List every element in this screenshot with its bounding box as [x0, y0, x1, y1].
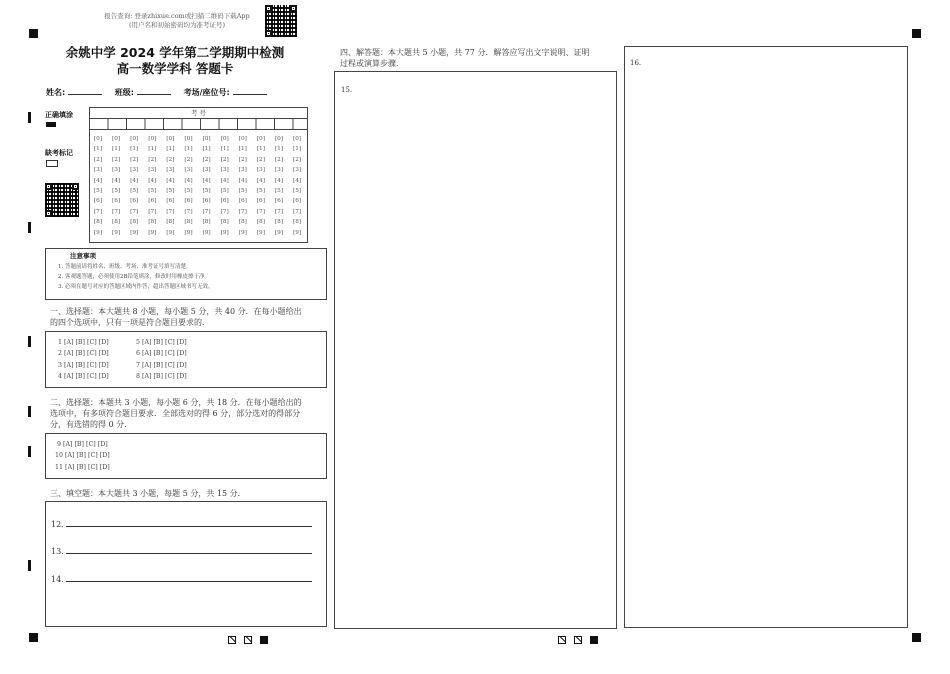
- exam-id-digit-bubble[interactable]: [5]: [93, 188, 103, 195]
- corner-mark-bottom-right: [912, 633, 921, 642]
- timing-mark: [28, 112, 31, 123]
- exam-id-digit-bubble[interactable]: [4]: [292, 177, 302, 184]
- exam-id-digit-bubble[interactable]: [2]: [184, 156, 193, 163]
- exam-id-digit-bubble[interactable]: [9]: [202, 229, 211, 236]
- exam-id-digit-column[interactable]: [91, 134, 105, 238]
- exam-id-digit-bubble[interactable]: [8]: [148, 219, 157, 226]
- exam-id-digit-bubble[interactable]: [6]: [93, 198, 103, 205]
- exam-id-digit-bubble[interactable]: [4]: [256, 177, 265, 184]
- exam-id-digit-bubble[interactable]: [5]: [184, 188, 193, 195]
- name-label: 姓名:: [46, 88, 66, 97]
- seat-field[interactable]: [233, 94, 267, 95]
- section2-line1: 二、选择题：本题共 3 小题，每小题 6 分，共 18 分．在每小题给出的: [50, 398, 302, 407]
- exam-id-digit-bubble[interactable]: [0]: [292, 136, 302, 142]
- exam-id-digit-bubble[interactable]: [0]: [238, 136, 247, 142]
- exam-id-digit-bubble[interactable]: [0]: [148, 136, 157, 142]
- exam-id-digit-bubble[interactable]: [0]: [166, 136, 175, 142]
- exam-id-digit-bubble[interactable]: [9]: [93, 229, 103, 236]
- exam-id-digit-bubble[interactable]: [2]: [256, 156, 265, 163]
- exam-id-digit-bubble[interactable]: [0]: [93, 136, 103, 142]
- class-field[interactable]: [137, 94, 171, 95]
- student-info-row: [46, 87, 326, 98]
- exam-id-digit-bubble[interactable]: [6]: [184, 198, 193, 205]
- q12-line[interactable]: [66, 526, 312, 527]
- exam-id-digit-column[interactable]: [272, 134, 286, 238]
- exam-id-digit-bubble[interactable]: [0]: [274, 136, 284, 142]
- report-query-line2: (用户名和初始密码均为准考证号): [128, 21, 226, 29]
- section1-answer-box: [45, 331, 327, 388]
- section2-line3: 分，有选错的得 0 分．: [50, 420, 133, 429]
- name-field[interactable]: [68, 94, 102, 95]
- exam-id-digit-bubble[interactable]: [6]: [111, 198, 121, 205]
- correct-fill-sample: [46, 122, 56, 127]
- exam-id-digit-bubble[interactable]: [0]: [202, 136, 211, 142]
- section2-instructions: [50, 397, 330, 430]
- exam-id-digit-bubble[interactable]: [5]: [202, 188, 211, 195]
- page-mark-slash: [574, 636, 582, 644]
- exam-id-digit-bubble[interactable]: [2]: [220, 156, 229, 163]
- section4-instructions: [340, 47, 615, 69]
- notice-box: [45, 248, 327, 300]
- exam-id-digit-bubble[interactable]: [6]: [130, 198, 139, 205]
- exam-id-digit-column[interactable]: [200, 134, 214, 238]
- section4-line2: 过程或演算步骤．: [340, 59, 404, 68]
- answer-area-q15[interactable]: [334, 71, 617, 629]
- exam-id-digit-bubble[interactable]: [4]: [274, 177, 284, 184]
- exam-id-digit-bubble[interactable]: [3]: [93, 167, 103, 174]
- exam-id-digit-bubble[interactable]: [8]: [274, 219, 284, 226]
- exam-id-digit-column[interactable]: [182, 134, 196, 238]
- exam-id-header: 考 号: [90, 108, 307, 119]
- choice-row-q6[interactable]: 6 [A] [B] [C] [D]: [136, 350, 187, 358]
- exam-title-line2: 高一数学学科 答题卡: [116, 61, 234, 76]
- timing-mark: [28, 222, 31, 233]
- exam-id-digit-bubble[interactable]: [1]: [130, 146, 139, 153]
- section3-instructions: 三、填空题：本大题共 3 小题，每题 5 分，共 15 分．: [50, 489, 246, 498]
- exam-id-digit-bubble[interactable]: [4]: [111, 177, 121, 184]
- exam-id-digit-bubble[interactable]: [9]: [130, 229, 139, 236]
- exam-id-digit-bubble[interactable]: [4]: [130, 177, 139, 184]
- class-label: 班级:: [114, 88, 134, 97]
- exam-id-digit-bubble[interactable]: [0]: [256, 136, 265, 142]
- exam-id-digit-bubble[interactable]: [8]: [238, 219, 247, 226]
- notice-item: 1. 答题前请将姓名、班级、考场、准考证号填写清楚。: [58, 264, 192, 270]
- exam-id-digit-bubble[interactable]: [1]: [202, 146, 211, 153]
- exam-id-digit-bubble[interactable]: [2]: [130, 156, 139, 163]
- seat-label: 考场/座位号:: [183, 88, 230, 97]
- exam-id-digit-bubble[interactable]: [7]: [292, 208, 302, 215]
- choice-row-q10[interactable]: 10 [A] [B] [C] [D]: [55, 452, 110, 460]
- exam-id-digit-bubble[interactable]: [7]: [202, 208, 211, 215]
- exam-id-digit-bubble[interactable]: [9]: [111, 229, 121, 236]
- absent-mark-box[interactable]: [46, 160, 58, 167]
- exam-id-digit-bubble[interactable]: [0]: [111, 136, 121, 142]
- exam-id-digit-bubble[interactable]: [4]: [202, 177, 211, 184]
- exam-id-digit-bubble[interactable]: [5]: [166, 188, 175, 195]
- exam-id-digit-bubble[interactable]: [3]: [292, 167, 302, 174]
- exam-id-digit-bubble[interactable]: [6]: [166, 198, 175, 205]
- choice-row-q11[interactable]: 11 [A] [B] [C] [D]: [55, 463, 110, 471]
- page-mark-slash: [244, 636, 252, 644]
- exam-id-digit-column[interactable]: [127, 134, 141, 238]
- exam-id-digit-bubble[interactable]: [8]: [111, 219, 121, 226]
- exam-id-digit-bubble[interactable]: [4]: [238, 177, 247, 184]
- exam-id-entry-row[interactable]: [90, 119, 307, 130]
- section1-left-column: [58, 337, 109, 382]
- exam-id-digit-bubble[interactable]: [5]: [148, 188, 157, 195]
- timing-mark: [28, 560, 31, 571]
- exam-id-digit-bubble[interactable]: [2]: [148, 156, 157, 163]
- timing-mark: [28, 406, 31, 417]
- exam-id-digit-column[interactable]: [109, 134, 123, 238]
- exam-id-digit-bubble[interactable]: [9]: [256, 229, 265, 236]
- section3-answer-box: [45, 501, 327, 627]
- q15-number: 15.: [341, 86, 353, 94]
- exam-id-digit-bubble[interactable]: [8]: [202, 219, 211, 226]
- q14-line[interactable]: [66, 581, 312, 582]
- qr-code-app-download: [265, 5, 297, 37]
- exam-id-digit-bubble[interactable]: [8]: [256, 219, 265, 226]
- exam-id-digit-bubble[interactable]: [9]: [274, 229, 284, 236]
- exam-id-digit-bubble[interactable]: [3]: [111, 167, 121, 174]
- exam-id-digit-bubble[interactable]: [8]: [93, 219, 103, 226]
- section1-instructions: [50, 306, 330, 328]
- exam-id-digit-bubble[interactable]: [8]: [292, 219, 302, 226]
- exam-id-digit-bubble[interactable]: [3]: [166, 167, 175, 174]
- choice-row-q3[interactable]: 3 [A] [B] [C] [D]: [58, 361, 109, 369]
- exam-id-digit-column[interactable]: [145, 134, 159, 238]
- corner-mark-top-right: [912, 29, 921, 38]
- section2-line2: 选项中，有多项符合题目要求．全部选对的得 6 分，部分选对的得部分: [50, 409, 301, 418]
- exam-id-digit-bubble[interactable]: [1]: [274, 146, 284, 153]
- exam-id-digit-bubble[interactable]: [4]: [93, 177, 103, 184]
- exam-id-digit-bubble[interactable]: [7]: [184, 208, 193, 215]
- exam-id-digit-bubble[interactable]: [2]: [111, 156, 121, 163]
- exam-id-digit-bubble[interactable]: [7]: [220, 208, 229, 215]
- exam-id-digit-bubble[interactable]: [2]: [202, 156, 211, 163]
- exam-id-digit-bubble[interactable]: [4]: [148, 177, 157, 184]
- exam-id-digit-bubble[interactable]: [6]: [274, 198, 284, 205]
- exam-id-digit-bubble[interactable]: [5]: [220, 188, 229, 195]
- notice-title: 注意事项: [70, 252, 96, 260]
- exam-id-digit-bubble[interactable]: [6]: [238, 198, 247, 205]
- section1-line2: 的四个选项中，只有一项是符合题目要求的．: [50, 318, 210, 327]
- choice-row-q9[interactable]: 9 [A] [B] [C] [D]: [55, 441, 108, 448]
- exam-id-digit-bubble[interactable]: [3]: [256, 167, 265, 174]
- exam-id-digit-bubble[interactable]: [4]: [166, 177, 175, 184]
- fill-blank-q13[interactable]: [51, 546, 312, 557]
- exam-id-digit-column[interactable]: [163, 134, 177, 238]
- exam-id-digit-bubble[interactable]: [0]: [220, 136, 229, 142]
- fill-blank-q12[interactable]: [51, 519, 312, 530]
- exam-id-digit-bubble[interactable]: [6]: [148, 198, 157, 205]
- fill-blank-q14[interactable]: [51, 574, 312, 585]
- exam-id-digit-bubble[interactable]: [5]: [130, 188, 139, 195]
- exam-id-digit-bubble[interactable]: [3]: [220, 167, 229, 174]
- notice-item: 3. 必须在题号对应的答题区域内作答，超出答题区域书写无效。: [58, 284, 214, 290]
- section2-column: [55, 439, 110, 473]
- exam-id-digit-bubble[interactable]: [3]: [184, 167, 193, 174]
- exam-id-digit-bubble[interactable]: [1]: [111, 146, 121, 153]
- exam-id-digit-bubble[interactable]: [4]: [220, 177, 229, 184]
- exam-id-digit-bubble[interactable]: [6]: [292, 198, 302, 205]
- corner-mark-top-left: [29, 29, 38, 38]
- report-query-notice: [94, 12, 260, 30]
- choice-row-q4[interactable]: 4 [A] [B] [C] [D]: [58, 372, 109, 380]
- exam-id-digit-bubble[interactable]: [6]: [220, 198, 229, 205]
- exam-id-digit-bubble[interactable]: [7]: [256, 208, 265, 215]
- timing-mark: [28, 336, 31, 347]
- exam-id-digit-bubble[interactable]: [9]: [184, 229, 193, 236]
- exam-id-digit-bubble[interactable]: [8]: [166, 219, 175, 226]
- exam-id-digit-bubble[interactable]: [5]: [292, 188, 302, 195]
- exam-id-digit-bubble[interactable]: [1]: [93, 146, 103, 153]
- exam-id-digit-bubble[interactable]: [7]: [166, 208, 175, 215]
- exam-id-digit-bubble[interactable]: [2]: [93, 156, 103, 163]
- exam-id-digit-bubble[interactable]: [2]: [292, 156, 302, 163]
- exam-id-digit-bubble[interactable]: [5]: [274, 188, 284, 195]
- exam-id-digit-bubble[interactable]: [8]: [184, 219, 193, 226]
- exam-id-digit-bubble[interactable]: [7]: [130, 208, 139, 215]
- exam-id-digit-bubble[interactable]: [5]: [256, 188, 265, 195]
- q13-line[interactable]: [66, 553, 312, 554]
- section2-answer-box: [45, 433, 327, 479]
- exam-id-digit-bubble[interactable]: [1]: [256, 146, 265, 153]
- page-mark-solid: [260, 636, 268, 644]
- exam-id-digit-bubble[interactable]: [1]: [166, 146, 175, 153]
- exam-id-digit-bubble[interactable]: [8]: [130, 219, 139, 226]
- choice-row-q7[interactable]: 7 [A] [B] [C] [D]: [136, 361, 187, 369]
- exam-id-digit-bubble[interactable]: [9]: [148, 229, 157, 236]
- exam-id-digit-bubble[interactable]: [7]: [111, 208, 121, 215]
- section1-right-column: [136, 337, 187, 382]
- q13-number: 13.: [51, 547, 64, 556]
- choice-row-q5[interactable]: 5 [A] [B] [C] [D]: [136, 339, 187, 346]
- section1-line1: 一、选择题：本大题共 8 小题，每小题 5 分，共 40 分．在每小题给出: [50, 307, 302, 316]
- page-mark-solid: [590, 636, 598, 644]
- exam-title: [40, 45, 310, 77]
- exam-id-digit-column[interactable]: [218, 134, 232, 238]
- q14-number: 14.: [51, 575, 64, 584]
- correct-fill-label: 正确填涂: [45, 111, 73, 119]
- exam-id-digit-bubble[interactable]: [1]: [220, 146, 229, 153]
- choice-row-q8[interactable]: 8 [A] [B] [C] [D]: [136, 372, 187, 380]
- exam-id-digit-bubble[interactable]: [9]: [292, 229, 302, 236]
- timing-mark: [28, 446, 31, 457]
- exam-id-digit-bubble[interactable]: [3]: [238, 167, 247, 174]
- exam-id-digit-bubble[interactable]: [9]: [220, 229, 229, 236]
- exam-id-digit-bubble[interactable]: [1]: [148, 146, 157, 153]
- answer-area-q16[interactable]: [624, 46, 908, 628]
- exam-id-digit-bubble[interactable]: [3]: [202, 167, 211, 174]
- page-mark-slash: [558, 636, 566, 644]
- exam-id-digit-bubble[interactable]: [6]: [256, 198, 265, 205]
- exam-id-digit-bubble[interactable]: [0]: [130, 136, 139, 142]
- exam-id-digit-column[interactable]: [254, 134, 268, 238]
- choice-row-q2[interactable]: 2 [A] [B] [C] [D]: [58, 350, 109, 358]
- report-query-line1: 报告查询: 登录zhixue.com或扫描二维码下载App: [104, 12, 250, 20]
- exam-id-digit-bubble[interactable]: [7]: [93, 208, 103, 215]
- exam-id-digit-bubble[interactable]: [7]: [238, 208, 247, 215]
- exam-id-digit-bubble[interactable]: [2]: [238, 156, 247, 163]
- exam-id-digit-column[interactable]: [290, 134, 304, 238]
- exam-id-digit-bubble[interactable]: [7]: [274, 208, 284, 215]
- exam-id-digit-bubble[interactable]: [3]: [148, 167, 157, 174]
- exam-id-digit-bubble[interactable]: [9]: [166, 229, 175, 236]
- page-mark-slash: [228, 636, 236, 644]
- section4-line1: 四、解答题：本大题共 5 小题，共 77 分．解答应写出文字说明、证明: [340, 48, 590, 57]
- exam-id-digit-bubble[interactable]: [1]: [238, 146, 247, 153]
- q12-number: 12.: [51, 520, 64, 529]
- qr-code-student: [45, 183, 79, 217]
- corner-mark-bottom-left: [29, 633, 38, 642]
- exam-id-digit-bubble[interactable]: [1]: [292, 146, 302, 153]
- exam-id-digit-bubble[interactable]: [1]: [184, 146, 193, 153]
- exam-id-digit-bubble[interactable]: [9]: [238, 229, 247, 236]
- exam-id-digit-bubble[interactable]: [5]: [238, 188, 247, 195]
- exam-id-digit-bubble[interactable]: [2]: [274, 156, 284, 163]
- exam-id-digit-bubble[interactable]: [6]: [202, 198, 211, 205]
- exam-id-digit-bubble[interactable]: [3]: [130, 167, 139, 174]
- exam-id-digit-bubble[interactable]: [5]: [111, 188, 121, 195]
- q16-number: 16.: [630, 59, 642, 67]
- absent-mark-label: 缺考标记: [45, 149, 73, 157]
- notice-item: 2. 客观题答题，必须使用2B铅笔填涂，修改时用橡皮擦干净。: [58, 274, 211, 280]
- exam-id-digit-bubble[interactable]: [7]: [148, 208, 157, 215]
- exam-id-digit-bubble[interactable]: [8]: [220, 219, 229, 226]
- exam-title-line1: 余姚中学 2024 学年第二学期期中检测: [65, 45, 285, 60]
- exam-id-digit-bubble[interactable]: [3]: [274, 167, 284, 174]
- choice-row-q1[interactable]: 1 [A] [B] [C] [D]: [58, 339, 109, 346]
- exam-id-digit-bubble[interactable]: [2]: [166, 156, 175, 163]
- exam-id-digit-column[interactable]: [236, 134, 250, 238]
- exam-id-digit-bubble[interactable]: [4]: [184, 177, 193, 184]
- exam-id-digit-bubble[interactable]: [0]: [184, 136, 193, 142]
